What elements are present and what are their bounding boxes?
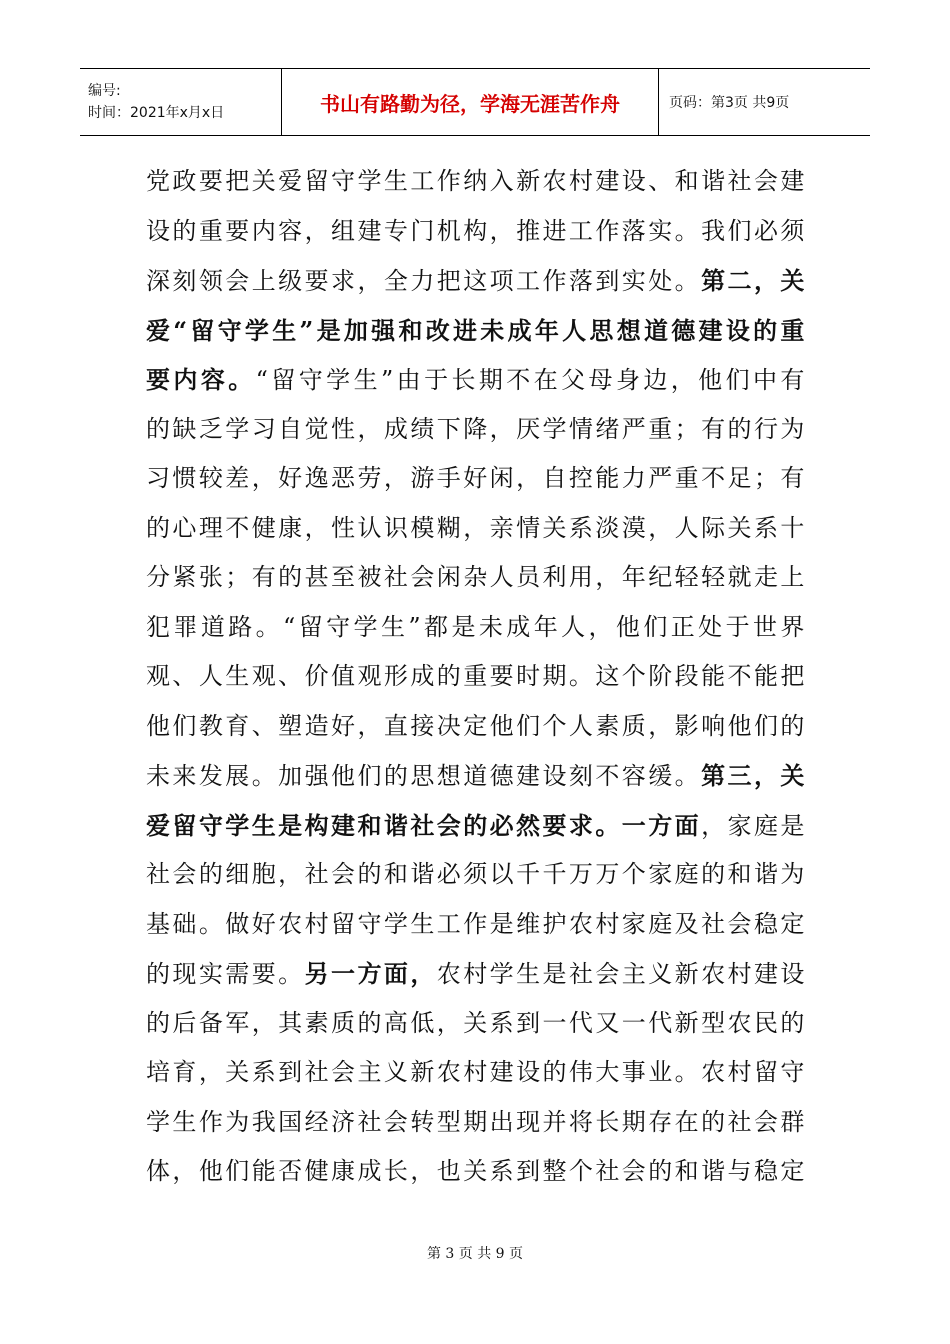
document-number-label: 编号: <box>88 83 121 99</box>
text-line <box>146 1147 806 1197</box>
text-line <box>146 850 806 900</box>
text-line <box>146 702 806 752</box>
text-segment: 犯罪道路。“留守学生”都是未成年人，他们正处于世界 <box>146 612 806 641</box>
text-segment: 习惯较差，好逸恶劳，游手好闲，自控能力严重不足；有 <box>146 464 806 492</box>
document-body <box>146 157 806 1197</box>
bold-text-segment: 第二，关 <box>701 266 806 295</box>
text-segment: 基础。做好农村留守学生工作是维护农村家庭及社会稳定 <box>146 909 806 938</box>
text-line <box>146 949 806 999</box>
text-segment: 的后备军，其素质的高低，关系到一代又一代新型农民的 <box>146 1008 806 1037</box>
text-segment: 农村学生是社会主义新农村建设 <box>436 960 807 988</box>
text-segment: 的心理不健康，性认识模糊，亲情关系淡漠，人际关系十 <box>146 513 806 542</box>
text-segment: 学生作为我国经济社会转型期出现并将长期存在的社会群 <box>146 1107 806 1136</box>
text-segment: 设的重要内容，组建专门机构，推进工作落实。我们必须 <box>146 216 806 245</box>
text-segment: “留守学生”由于长期不在父母身边，他们中有 <box>255 366 807 394</box>
text-line <box>146 454 806 504</box>
text-line <box>146 1098 806 1148</box>
text-line <box>146 256 806 306</box>
bold-text-segment: 爱留守学生是构建和谐社会的必然要求。一方面 <box>146 810 702 840</box>
text-line <box>146 603 806 653</box>
bold-text-segment: 爱“留守学生”是加强和改进未成年人思想道德建设的重 <box>146 315 806 345</box>
bold-text-segment: 另一方面， <box>304 959 437 988</box>
text-segment: 培育，关系到社会主义新农村建设的伟大事业。农村留守 <box>146 1058 806 1086</box>
text-line <box>146 751 806 801</box>
text-segment: 他们教育、塑造好，直接决定他们个人素质，影响他们的 <box>146 711 806 740</box>
text-segment: ，家庭是 <box>701 811 806 840</box>
text-line <box>146 553 806 603</box>
text-line <box>146 306 806 356</box>
text-segment: 的缺乏学习自觉性，成绩下降，厌学情绪严重；有的行为 <box>146 414 806 443</box>
text-line <box>146 157 806 207</box>
text-line <box>146 504 806 554</box>
header-page-code: 页码：第3页 共9页 <box>669 95 790 111</box>
text-segment: 社会的细胞，社会的和谐必须以千千万万个家庭的和谐为 <box>146 860 806 888</box>
text-segment: 分紧张；有的甚至被社会闲杂人员利用，年纪轻轻就走上 <box>146 563 806 591</box>
text-segment: 未来发展。加强他们的思想道德建设刻不容缓。 <box>146 762 702 790</box>
page-header <box>80 68 870 136</box>
header-meta <box>80 69 282 135</box>
bold-text-segment: 第三，关 <box>701 761 806 790</box>
text-segment: 的现实需要。 <box>146 960 305 988</box>
text-line <box>146 801 806 851</box>
text-line <box>146 405 806 455</box>
text-segment: 观、人生观、价值观形成的重要时期。这个阶段能不能把 <box>146 662 806 690</box>
header-motto: 书山有路勤为径，学海无涯苦作舟 <box>282 69 659 135</box>
text-segment: 体，他们能否健康成长，也关系到整个社会的和谐与稳定 <box>146 1157 806 1185</box>
page-footer: 第 3 页 共 9 页 <box>426 1246 524 1262</box>
text-line <box>146 652 806 702</box>
text-line <box>146 999 806 1049</box>
text-line <box>146 900 806 950</box>
bold-text-segment: 要内容。 <box>146 365 256 394</box>
text-line <box>146 207 806 257</box>
text-segment: 党政要把关爱留守学生工作纳入新农村建设、和谐社会建 <box>146 167 806 195</box>
text-line <box>146 1048 806 1098</box>
text-line <box>146 355 806 405</box>
document-time-label: 时间：2021年x月x日 <box>88 105 225 121</box>
text-segment: 深刻领会上级要求，全力把这项工作落到实处。 <box>146 267 702 295</box>
